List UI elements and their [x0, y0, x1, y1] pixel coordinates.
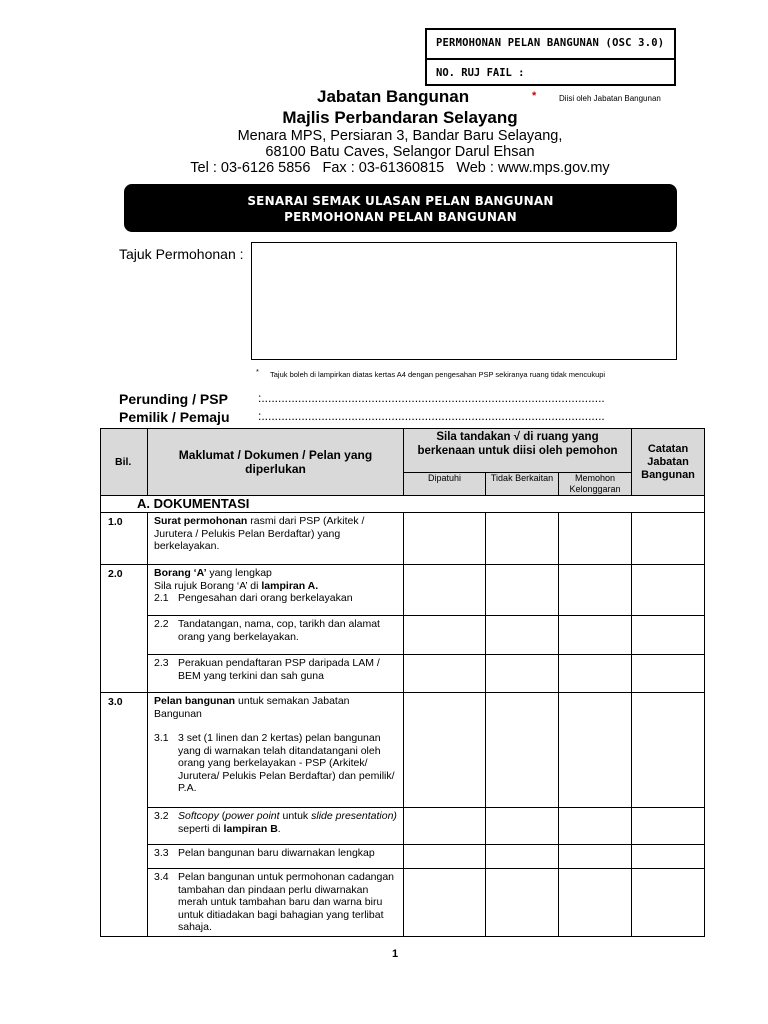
appendix-b-text: lampiran B: [223, 822, 278, 835]
period-text: .: [277, 822, 281, 835]
item-text: yang lengkap: [206, 567, 272, 579]
owner-field[interactable]: :.......................................................................................................: [258, 409, 605, 423]
paren-text: (: [218, 810, 226, 822]
office-asterisk: *: [532, 90, 537, 102]
header-not-relevant: Tidak Berkaitan: [486, 473, 559, 496]
item-reference: [154, 580, 399, 593]
council-name: Majlis Perbandaran Selayang: [282, 108, 518, 127]
checklist-banner: [124, 184, 677, 232]
item-title: Pelan bangunan: [154, 695, 236, 707]
sub-item-number: 3.4: [154, 871, 169, 883]
table-row: [101, 808, 705, 845]
sub-item-text: Pengesahan dari orang berkelayakan: [178, 592, 353, 604]
header-complied: Dipatuhi: [404, 473, 486, 496]
banner-line-2: PERMOHONAN PELAN BANGUNAN: [284, 210, 517, 224]
complied-checkbox[interactable]: [404, 693, 486, 808]
notes-cell[interactable]: [632, 845, 705, 869]
reference-text: Sila rujuk Borang ‘A’ di: [154, 579, 262, 592]
complied-checkbox[interactable]: [404, 869, 486, 937]
relaxation-checkbox[interactable]: [559, 565, 632, 616]
header-info: Maklumat / Dokumen / Pelan yang diperlukan: [148, 429, 404, 496]
sub-item: [154, 657, 399, 682]
not-relevant-checkbox[interactable]: [486, 869, 559, 937]
row-description: [148, 565, 404, 616]
row-number: 3.0: [101, 693, 148, 937]
not-relevant-checkbox[interactable]: [486, 845, 559, 869]
table-row: [101, 513, 705, 565]
item-heading: [154, 695, 399, 720]
sub-item: [154, 732, 399, 795]
sub-item-text: Tandatangan, nama, cop, tarikh dan alamat orang yang berkelayakan.: [178, 618, 380, 643]
complied-checkbox[interactable]: [404, 655, 486, 693]
relaxation-checkbox[interactable]: [559, 616, 632, 655]
file-number-field[interactable]: NO. RUJ FAIL :: [436, 67, 525, 79]
sub-item: [154, 810, 399, 835]
office-use-note: Diisi oleh Jabatan Bangunan: [559, 94, 661, 103]
notes-cell[interactable]: [632, 693, 705, 808]
sub-item: [154, 592, 399, 605]
row-number: 2.0: [101, 565, 148, 693]
sub-item: [154, 871, 399, 934]
for-text: untuk: [279, 810, 312, 822]
title-note-asterisk: *: [256, 367, 259, 376]
table-row: [101, 845, 705, 869]
sub-item-text: Pelan bangunan baru diwarnakan lengkap: [178, 847, 375, 859]
complied-checkbox[interactable]: [404, 565, 486, 616]
header-tick-instruction: Sila tandakan √ di ruang yang berkenaan untuk diisi oleh pemohon: [404, 429, 632, 473]
owner-label: Pemilik / Pemaju: [119, 409, 230, 425]
department-name: Jabatan Bangunan: [317, 87, 470, 106]
sub-item-number: 2.3: [154, 657, 169, 669]
row-description: [148, 616, 404, 655]
notes-cell[interactable]: [632, 655, 705, 693]
slide-text: slide presentation): [311, 810, 397, 822]
item-heading: [154, 567, 399, 580]
relaxation-checkbox[interactable]: [559, 693, 632, 808]
item-text: rasmi dari PSP (Arkitek / Jurutera / Pelukis Pelan Berdaftar) yang berkelayakan.: [154, 515, 365, 552]
header-relaxation: Memohon Kelonggaran: [559, 473, 632, 496]
form-code: PERMOHONAN PELAN BANGUNAN (OSC 3.0): [427, 30, 674, 60]
psp-label: Perunding / PSP: [119, 391, 228, 407]
table-row: [101, 616, 705, 655]
relaxation-checkbox[interactable]: [559, 869, 632, 937]
address-line-2: 68100 Batu Caves, Selangor Darul Ehsan: [265, 144, 535, 160]
complied-checkbox[interactable]: [404, 845, 486, 869]
complied-checkbox[interactable]: [404, 513, 486, 565]
row-number: 1.0: [101, 513, 148, 565]
sub-item-number: 3.3: [154, 847, 169, 859]
contact-line: Tel : 03-6126 5856 Fax : 03-61360815 Web : www.mps.gov.my: [190, 160, 610, 176]
sub-item-number: 3.1: [154, 732, 169, 744]
sub-item-text: 3 set (1 linen dan 2 kertas) pelan bangunan yang di warnakan telah ditandatangani oleh orang yang berkelayakan - PSP (Arkitek/ Jurutera/ Pelukis Pelan Berdaftar) dan pemilik/ P.A.: [178, 732, 395, 794]
row-description: [148, 845, 404, 869]
relaxation-checkbox[interactable]: [559, 808, 632, 845]
header-notes: Catatan Jabatan Bangunan: [632, 429, 705, 496]
sub-item-number: 2.2: [154, 618, 169, 630]
sub-item: [154, 618, 399, 643]
not-relevant-checkbox[interactable]: [486, 693, 559, 808]
psp-field[interactable]: :.......................................................................................................: [258, 391, 605, 405]
sub-item: [154, 847, 399, 860]
row-description: [148, 693, 404, 808]
row-description: [148, 513, 404, 565]
title-note: Tajuk boleh di lampirkan diatas kertas A4 dengan pengesahan PSP sekiranya ruang tidak mencukupi: [270, 370, 606, 379]
row-description: [148, 869, 404, 937]
banner-line-1: SENARAI SEMAK ULASAN PELAN BANGUNAN: [247, 194, 554, 208]
softcopy-text: Softcopy: [178, 810, 219, 822]
as-in-text: seperti di: [178, 822, 224, 835]
powerpoint-text: power point: [225, 810, 280, 822]
page-number: 1: [392, 948, 399, 960]
section-a-heading: A. DOKUMENTASI: [101, 496, 705, 513]
reference-appendix: lampiran A.: [261, 579, 319, 592]
notes-cell[interactable]: [632, 513, 705, 565]
sub-item-text: Perakuan pendaftaran PSP daripada LAM / BEM yang terkini dan sah guna: [178, 657, 380, 682]
row-description: [148, 655, 404, 693]
item-title: Borang ‘A’: [154, 567, 207, 579]
not-relevant-checkbox[interactable]: [486, 808, 559, 845]
sub-item-number: 3.2: [154, 810, 169, 822]
sub-item-text: Pelan bangunan untuk permohonan cadangan tambahan dan pindaan perlu diwarnakan merah untuk tambahan baru dan warna biru untuk ditiadakan bagi bahagian yang terlibat sahaja.: [178, 871, 395, 933]
table-row: [101, 693, 705, 808]
reference-box: [425, 28, 676, 86]
not-relevant-checkbox[interactable]: [486, 513, 559, 565]
table-row: [101, 565, 705, 616]
not-relevant-checkbox[interactable]: [486, 565, 559, 616]
application-title-input[interactable]: [251, 242, 677, 360]
relaxation-checkbox[interactable]: [559, 513, 632, 565]
item-title: Surat permohonan: [154, 515, 248, 527]
not-relevant-checkbox[interactable]: [486, 616, 559, 655]
complied-checkbox[interactable]: [404, 616, 486, 655]
checklist-table: [100, 428, 705, 937]
table-row: [101, 869, 705, 937]
notes-cell[interactable]: [632, 565, 705, 616]
relaxation-checkbox[interactable]: [559, 845, 632, 869]
title-label: Tajuk Permohonan :: [119, 246, 244, 262]
relaxation-checkbox[interactable]: [559, 655, 632, 693]
not-relevant-checkbox[interactable]: [486, 655, 559, 693]
address-line-1: Menara MPS, Persiaran 3, Bandar Baru Selayang,: [237, 128, 563, 144]
complied-checkbox[interactable]: [404, 808, 486, 845]
row-description: [148, 808, 404, 845]
notes-cell[interactable]: [632, 869, 705, 937]
notes-cell[interactable]: [632, 808, 705, 845]
notes-cell[interactable]: [632, 616, 705, 655]
item-text: untuk semakan Jabatan Bangunan: [154, 695, 350, 720]
header-bil: Bil.: [101, 429, 148, 496]
sub-item-number: 2.1: [154, 592, 169, 604]
table-row: [101, 655, 705, 693]
